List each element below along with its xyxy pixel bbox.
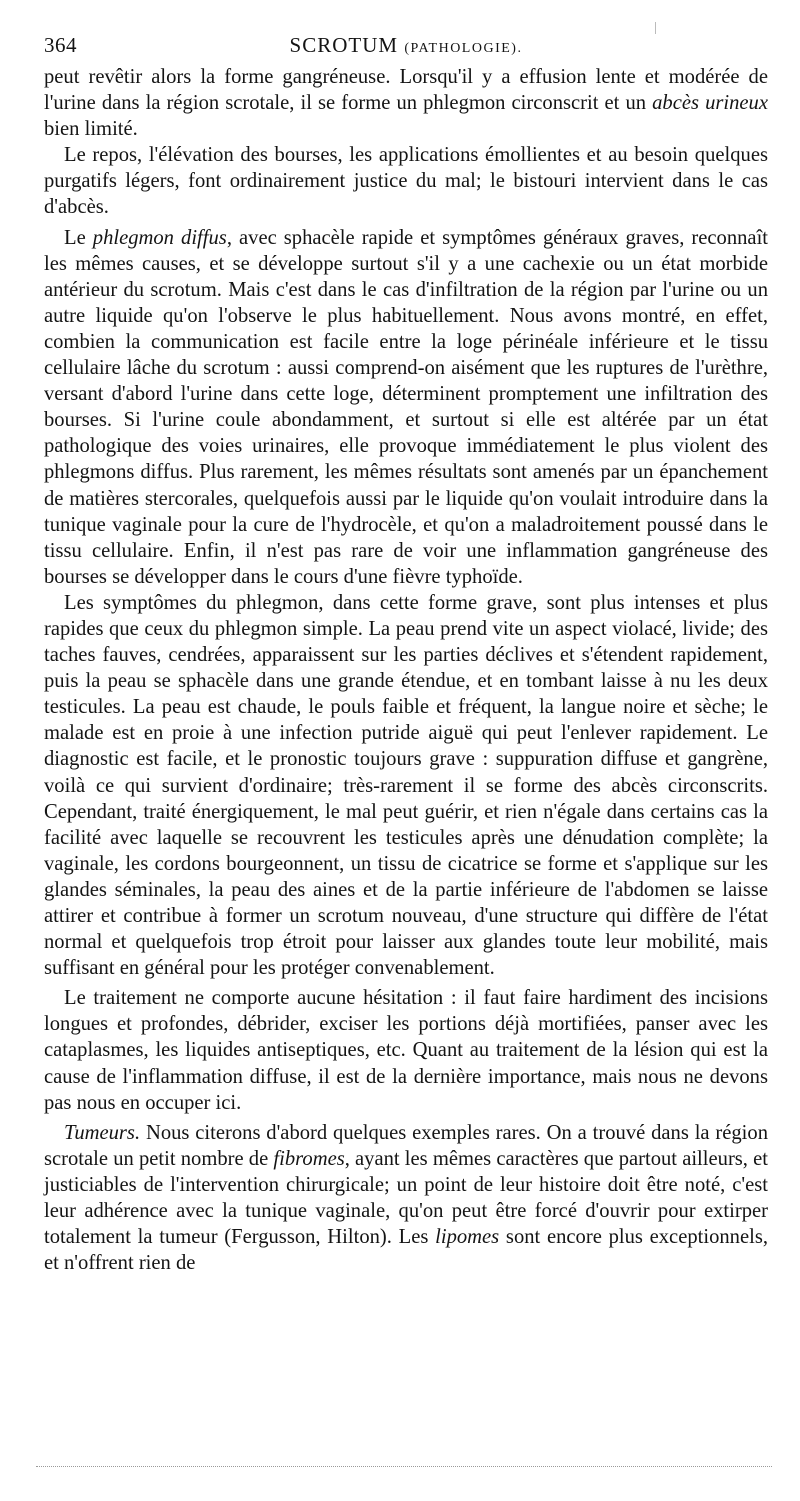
running-title-main: SCROTUM (289, 33, 399, 57)
text-run: , ayant les mêmes caractères que partout ailleurs, et justiciables de l'intervention chirurgicale; un point de leur histoire doit être noté, c'est leur adhérence avec la tunique vaginale, qu'on peut être forcé d'ouvrir pour extirper totalement la tumeur (Fergusson, Hilton). Les (44, 1147, 768, 1249)
text-run: Le traitement ne comporte aucune hésitation : il faut faire hardiment des incisions longues et profondes, débrider, exciser les portions déjà mortifiées, panser avec les cataplasmes, les liquides antiseptiques, etc. Quant au traitement de la lésion qui est la cause de l'inflammation diffuse, il est de la dernière importance, mais nous ne devons pas nous en occuper ici. (44, 987, 768, 1114)
text-run: , avec sphacèle rapide et symptômes généraux graves, reconnaît les mêmes causes, et se développe surtout s'il y a une cachexie ou un état morbide antérieur du scrotum. Mais c'est dans le cas d'infiltration de la région par l'urine ou un autre liquide qu'on l'observe le plus habituellement. Nous avons montré, en effet, combien la communication est facile entre la loge périnéale inférieure et le tissu cellulaire lâche du scrotum : aussi comprend-on aisément que les ruptures de l'urèthre, versant d'abord l'urine dans cette loge, déterminent promptement une infiltration des bourses. Si l'urine coule abondamment, et surtout si elle est altérée par un état pathologique des voies urinaires, elle provoque immédiatement le plus violent des phlegmons diffus. Plus rarement, les mêmes résultats sont amenés par un épanchement de matières stercorales, quelquefois aussi par le liquide qu'on voulait introduire dans la tunique vaginale pour la cure de l'hydrocèle, et qu'on a maladroitement poussé dans le tissu cellulaire. Enfin, il n'est pas rare de voir une inflammation gangréneuse des bourses se développer dans le cours d'une fièvre typhoïde. (44, 226, 769, 588)
text-run: Le repos, l'élévation des bourses, les applications émollientes et au besoin quelques purgatifs légers, font ordinairement justice du mal; le bistouri intervient dans le cas d'abcès. (44, 144, 768, 219)
page-number: 364 (44, 33, 77, 57)
footer-dotted-rule (36, 1466, 772, 1467)
running-title (44, 30, 768, 64)
text-run: peut revêtir alors la forme gangréneuse. Lorsqu'il y a effusion lente et modérée de l'urine dans la région scrotale, il se forme un phlegmon circonscrit et un (44, 66, 768, 115)
paragraph-abces-urineux (44, 64, 768, 142)
italic-term: lipomes (435, 1226, 500, 1249)
italic-term: fibromes (273, 1147, 345, 1170)
text-run: sont encore plus exceptionnels, et n'offrent rien de (44, 1226, 768, 1275)
body-text (44, 64, 768, 1276)
paragraph-phlegmon-diffus (44, 225, 768, 590)
text-run: Les symptômes du phlegmon, dans cette forme grave, sont plus intenses et plus rapides que ceux du phlegmon simple. La peau prend vite un aspect violacé, livide; des taches fauves, cendrées, apparaissent sur les parties déclives et s'étendent rapidement, puis la peau se sphacèle dans une grande étendue, et en tombant laisse à nu les deux testicules. La peau est chaude, le pouls faible et fréquent, la langue noire et sèche; le malade est en proie à une infection putride aiguë qui peut l'enlever rapidement. Le diagnostic est facile, et le pronostic toujours grave : suppuration diffuse et gangrène, voilà ce qui survient d'ordinaire; très-rarement il se forme des abcès circonscrits. Cependant, traité énergiquement, le mal peut guérir, et rien n'égale dans certains cas la facilité avec laquelle se recouvrent les testicules après une dénudation complète; la vaginale, les cordons bourgeonnent, un tissu de cicatrice se forme et s'applique sur les glandes séminales, la peau des aines et de la partie inférieure de l'abdomen se laisse attirer et contribue à former un scrotum nouveau, d'une structure qui diffère de l'état normal et quelquefois trop étroit pour laisser aux glandes toute leur mobilité, mais suffisant en général pour les protéger convenablement. (44, 591, 768, 980)
paragraph-repos (44, 142, 768, 220)
paragraph-symptomes (44, 590, 768, 981)
paragraph-traitement (44, 985, 768, 1115)
italic-term: Tumeurs. (64, 1121, 141, 1144)
text-run: bien limité. (44, 118, 138, 141)
text-run: Nous citerons d'abord quelques exemples rares. On a trouvé dans la région scrotale un petit nombre de (44, 1121, 768, 1170)
paragraph-tumeurs (44, 1120, 768, 1277)
text-run: Le (64, 226, 93, 249)
italic-term: phlegmon diffus (92, 226, 227, 249)
running-head (44, 30, 768, 60)
running-title-subject: (PATHOLOGIE). (404, 41, 523, 56)
italic-term: abcès urineux (652, 92, 768, 115)
